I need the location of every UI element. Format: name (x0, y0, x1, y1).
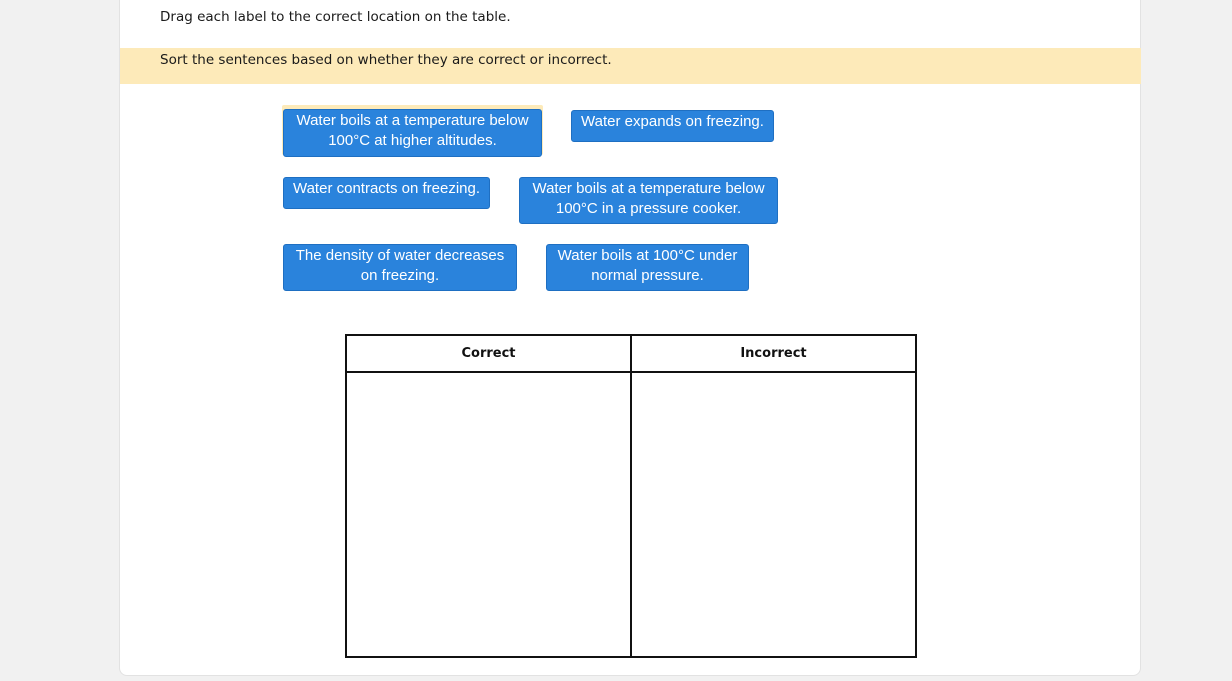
draggable-label-normal-pressure[interactable]: Water boils at 100°C under normal pressure. (546, 244, 749, 291)
question-card (119, 0, 1141, 676)
drop-zone-correct[interactable] (347, 373, 630, 656)
drop-zone-incorrect[interactable] (632, 373, 915, 656)
column-header-correct: Correct (461, 346, 516, 361)
prompt-highlight (120, 48, 1141, 84)
prompt-text: Sort the sentences based on whether they are correct or incorrect. (160, 52, 612, 68)
draggable-label-altitude[interactable]: Water boils at a temperature below 100°C at higher altitudes. (283, 109, 542, 157)
draggable-label-pressure-cooker[interactable]: Water boils at a temperature below 100°C in a pressure cooker. (519, 177, 778, 224)
draggable-label-expands[interactable]: Water expands on freezing. (571, 110, 774, 142)
sort-table (345, 334, 917, 658)
column-header-incorrect: Incorrect (740, 346, 807, 361)
draggable-label-contracts[interactable]: Water contracts on freezing. (283, 177, 490, 209)
instruction-text: Drag each label to the correct location on the table. (160, 9, 511, 25)
draggable-label-density[interactable]: The density of water decreases on freezing. (283, 244, 517, 291)
